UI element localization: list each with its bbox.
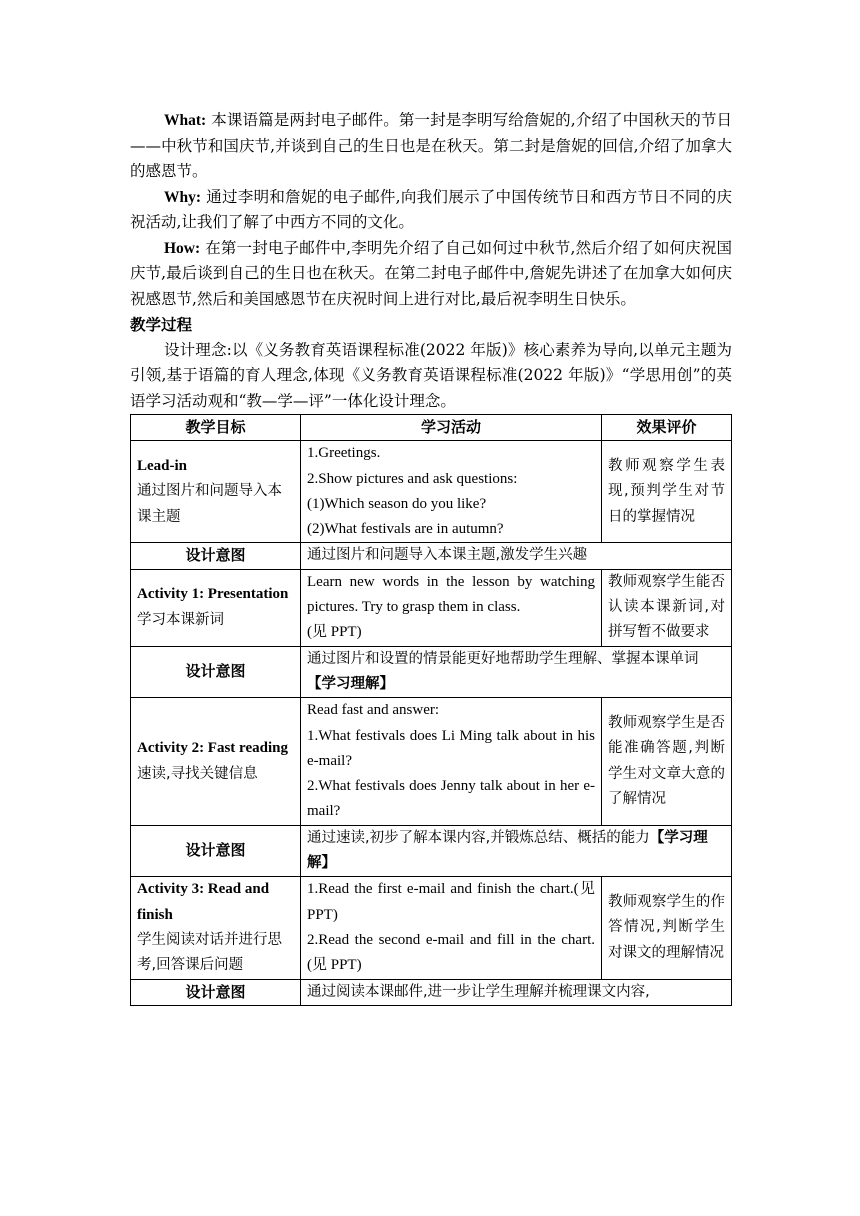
intent-cell: [301, 646, 732, 698]
intent-cell: [301, 543, 732, 569]
goal-cell: [131, 877, 301, 979]
document-page: [130, 108, 732, 1006]
intent-row: [131, 543, 732, 569]
table-header-row: [131, 415, 732, 441]
what-paragraph: [130, 108, 732, 185]
activity-line: 1.What festivals does Li Ming talk about in his e-mail?: [307, 727, 595, 769]
goal-title: Activity 3: Read and finish: [137, 881, 270, 923]
intent-cell: [301, 979, 732, 1005]
activity-cell: [301, 569, 602, 646]
goal-cell: [131, 569, 301, 646]
goal-title: Lead-in: [137, 457, 188, 474]
intent-row: [131, 825, 732, 877]
goal-title: Activity 2: Fast reading: [137, 740, 288, 757]
intent-tag: 【学习理解】: [307, 675, 394, 692]
activity-cell: [301, 698, 602, 825]
activity-line: Learn new words in the lesson by watching pictures. Try to grasp them in class.: [307, 573, 595, 616]
goal-description: 学习本课新词: [137, 611, 224, 628]
intent-label: 设计意图: [131, 646, 301, 698]
how-label: How:: [164, 239, 201, 257]
how-paragraph: [130, 236, 732, 313]
table-row: [131, 877, 732, 979]
activity-cell: [301, 441, 602, 543]
goal-title: Activity 1: Presentation: [137, 586, 289, 603]
table-row: [131, 698, 732, 825]
intent-cell: [301, 825, 732, 877]
evaluation-cell: 教师观察学生表现,预判学生对节日的掌握情况: [602, 441, 732, 543]
what-text: 本课语篇是两封电子邮件。第一封是李明写给詹妮的,介绍了中国秋天的节日——中秋节和国庆节,并谈到自己的生日也是在秋天。第二封是詹妮的回信,介绍了加拿大的感恩节。: [130, 111, 732, 180]
what-label: What:: [164, 112, 207, 129]
evaluation-cell: 教师观察学生的作答情况,判断学生对课文的理解情况: [602, 877, 732, 979]
activity-line: Read fast and answer:: [307, 702, 440, 719]
goal-cell: [131, 441, 301, 543]
intent-text: 通过图片和问题导入本课主题,激发学生兴趣: [307, 547, 588, 564]
goal-cell: [131, 698, 301, 825]
activity-line: 2.What festivals does Jenny talk about in her e-mail?: [307, 778, 595, 820]
why-paragraph: [130, 185, 732, 236]
table-row: [131, 441, 732, 543]
activity-line: 2.Read the second e-mail and fill in the chart.(见 PPT): [307, 931, 595, 974]
header-goal: 教学目标: [131, 415, 301, 441]
activity-line: (1)Which season do you like?: [307, 495, 487, 512]
goal-description: 学生阅读对话并进行思考,回答课后问题: [137, 931, 282, 974]
intent-label: 设计意图: [131, 543, 301, 569]
how-text: 在第一封电子邮件中,李明先介绍了自己如何过中秋节,然后介绍了如何庆祝国庆节,最后谈到自己的生日也在秋天。在第二封电子邮件中,詹妮先讲述了在加拿大如何庆祝感恩节,然后和美国感恩节在庆祝时间上进行对比,最后祝李明生日快乐。: [130, 238, 732, 308]
intent-text: 通过图片和设置的情景能更好地帮助学生理解、掌握本课单词: [307, 650, 699, 667]
activity-line: (见 PPT): [307, 624, 362, 641]
intent-text: 通过速读,初步了解本课内容,并锻炼总结、概括的能力: [307, 829, 650, 846]
intent-label: 设计意图: [131, 979, 301, 1005]
intent-tag: 【学习理解】: [307, 829, 708, 872]
activity-line: (2)What festivals are in autumn?: [307, 521, 504, 538]
process-heading: 教学过程: [130, 315, 193, 334]
header-evaluation: 效果评价: [602, 415, 732, 441]
intent-label: 设计意图: [131, 825, 301, 877]
evaluation-cell: 教师观察学生是否能准确答题,判断学生对文章大意的了解情况: [602, 698, 732, 825]
activity-line: 1.Greetings.: [307, 445, 381, 462]
design-concept: 设计理念:以《义务教育英语课程标准(2022 年版)》核心素养为导向,以单元主题为引领,基于语篇的育人理念,体现《义务教育英语课程标准(2022 年版)》“学思用创”的英语学习活动观和“教—学—评”一体化设计理念。: [130, 340, 732, 410]
why-label: Why:: [164, 188, 202, 206]
table-row: [131, 569, 732, 646]
activity-line: 1.Read the first e-mail and finish the chart.(见 PPT): [307, 881, 595, 923]
activity-line: 2.Show pictures and ask questions:: [307, 470, 518, 487]
why-text: 通过李明和詹妮的电子邮件,向我们展示了中国传统节日和西方节日不同的庆祝活动,让我们了解了中西方不同的文化。: [130, 187, 732, 231]
lesson-table: [130, 414, 732, 1006]
intent-row: [131, 646, 732, 698]
activity-cell: [301, 877, 602, 979]
goal-description: 通过图片和问题导入本课主题: [137, 483, 282, 525]
intent-text: 通过阅读本课邮件,进一步让学生理解并梳理课文内容,: [307, 983, 650, 1000]
evaluation-cell: 教师观察学生能否认读本课新词,对拼写暂不做要求: [602, 569, 732, 646]
header-activity: 学习活动: [301, 415, 602, 441]
goal-description: 速读,寻找关键信息: [137, 765, 258, 782]
intent-row: [131, 979, 732, 1005]
